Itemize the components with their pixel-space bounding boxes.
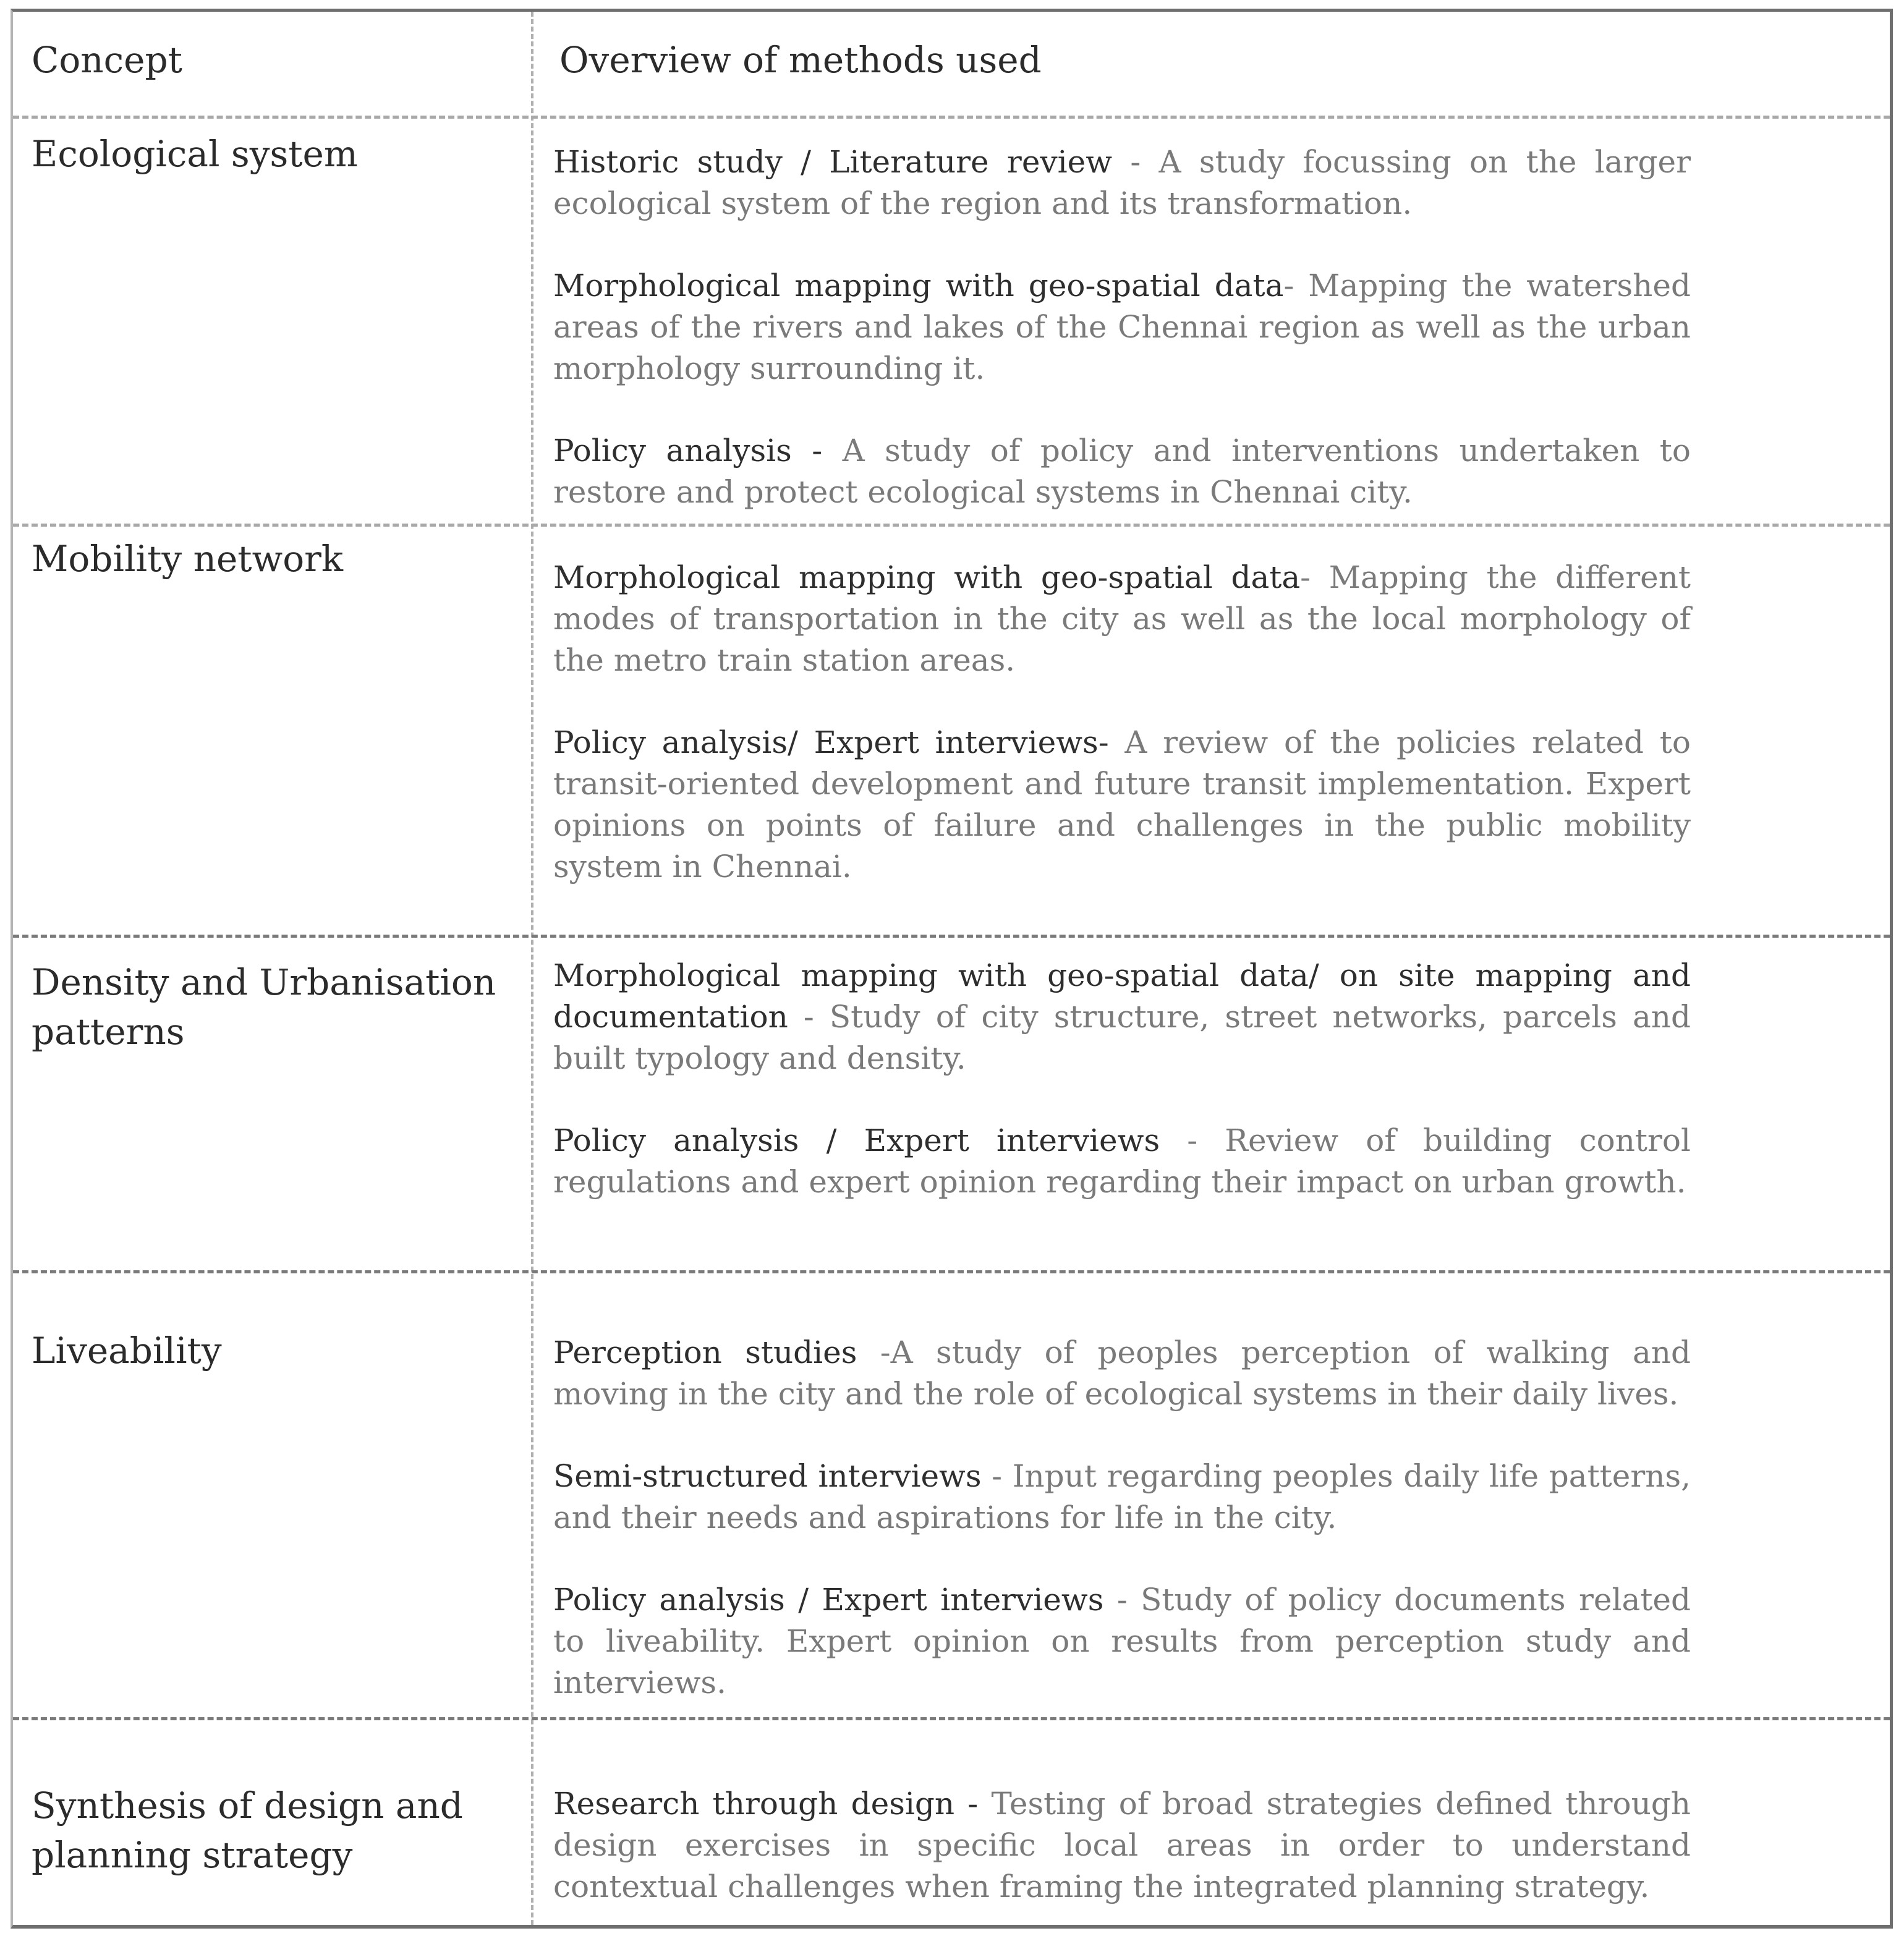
concept-liveability: Liveability: [32, 1330, 222, 1372]
row-separator: [13, 524, 1890, 527]
method-description: - Mapping the different modes of transportation in the city as well as the local morphology of the metro train station areas.: [553, 559, 1691, 678]
method-item: [553, 1332, 1691, 1415]
methods-density-urbanisation: [553, 955, 1691, 1203]
method-lead: Morphological mapping with geo-spatial data/ on site mapping and documentation: [553, 957, 1691, 1035]
method-lead: Historic study / Literature review: [553, 144, 1113, 180]
method-lead: Policy analysis / Expert interviews: [553, 1582, 1104, 1618]
method-description: - Review of building control regulations and expert opinion regarding their impact on urban growth.: [553, 1123, 1691, 1200]
method-description: -A study of peoples perception of walking and moving in the city and the role of ecological systems in their daily lives.: [553, 1335, 1691, 1412]
concept-ecological-system: Ecological system: [32, 133, 358, 175]
methods-table: [11, 9, 1893, 1929]
method-lead: Research through design -: [553, 1786, 979, 1822]
method-description: Testing of broad strategies defined through design exercises in specific local areas in order to understand contextual challenges when framing the integrated planning strategy.: [553, 1786, 1691, 1904]
methods-mobility-network: [553, 557, 1691, 888]
method-lead: Perception studies: [553, 1335, 857, 1370]
methods-liveability: [553, 1332, 1691, 1704]
row-separator: [13, 116, 1890, 119]
method-description: A review of the policies related to transit-oriented development and future transit implementation. Expert opinions on points of failure and challenges in the public mobility system in Chennai.: [553, 724, 1691, 885]
method-description: - A study focussing on the larger ecological system of the region and its transformation.: [553, 144, 1691, 221]
method-description: - Study of city structure, street networks, parcels and built typology and density.: [553, 999, 1691, 1076]
method-lead: Morphological mapping with geo-spatial data: [553, 268, 1284, 304]
concept-synthesis-design-planning: Synthesis of design and planning strategy: [32, 1785, 463, 1876]
method-item: [553, 430, 1691, 513]
methods-synthesis-design-planning: [553, 1783, 1691, 1908]
column-divider: [531, 12, 533, 1925]
method-item: [553, 955, 1691, 1079]
method-description: - Study of policy documents related to liveability. Expert opinion on results from perception study and interviews.: [553, 1582, 1691, 1700]
method-lead: Semi-structured interviews: [553, 1458, 982, 1494]
method-lead: Policy analysis / Expert interviews: [553, 1123, 1160, 1158]
method-description: A study of policy and interventions undertaken to restore and protect ecological systems in Chennai city.: [553, 433, 1691, 510]
method-item: [553, 1579, 1691, 1704]
method-lead: Policy analysis/ Expert interviews-: [553, 724, 1109, 760]
row-separator: [13, 1270, 1890, 1273]
method-lead: Morphological mapping with geo-spatial data: [553, 559, 1301, 595]
method-item: [553, 1456, 1691, 1539]
header-concept: Concept: [32, 39, 182, 81]
method-item: [553, 265, 1691, 389]
concept-density-urbanisation: Density and Urbanisation patterns: [32, 961, 496, 1053]
method-item: [553, 1783, 1691, 1908]
methods-ecological-system: [553, 142, 1691, 513]
method-description: - Input regarding peoples daily life patterns, and their needs and aspirations for life in the city.: [553, 1458, 1691, 1535]
header-overview: Overview of methods used: [559, 39, 1042, 81]
method-item: [553, 142, 1691, 224]
row-separator: [13, 1717, 1890, 1720]
method-lead: Policy analysis -: [553, 433, 823, 469]
concept-mobility-network: Mobility network: [32, 538, 344, 580]
method-item: [553, 557, 1691, 681]
method-description: - Mapping the watershed areas of the rivers and lakes of the Chennai region as well as the urban morphology surrounding it.: [553, 268, 1691, 386]
method-item: [553, 1120, 1691, 1203]
row-separator: [13, 935, 1890, 938]
method-item: [553, 722, 1691, 888]
